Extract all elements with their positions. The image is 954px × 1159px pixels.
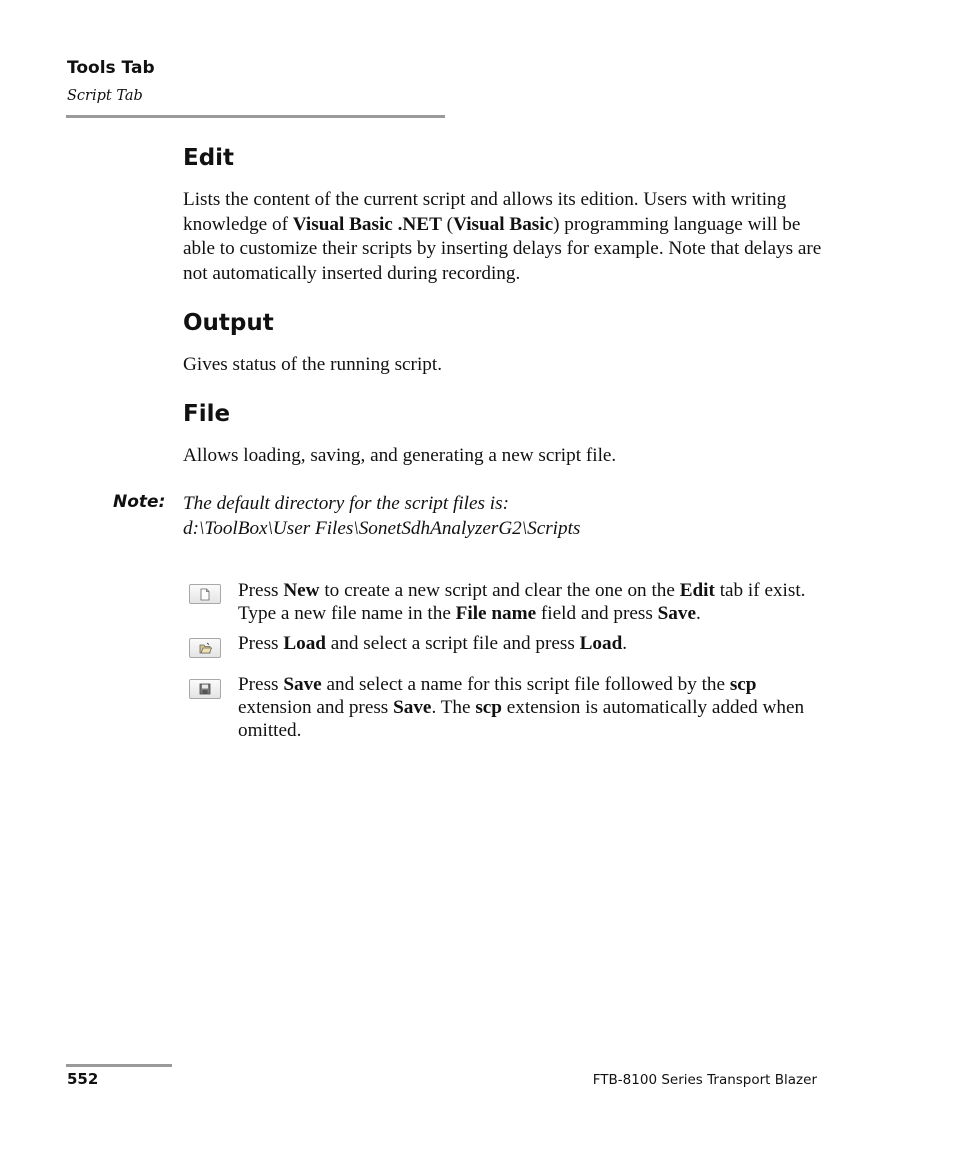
- note-label: Note:: [113, 492, 166, 512]
- load-button-description: Press Load and select a script file and press Load.: [238, 633, 628, 654]
- save-button-description: Press Save and select a name for this script file followed by the scp extension and press Save. The scp extension is automatically added when omitted.: [238, 674, 805, 741]
- note-line-2: d:\ToolBox\User Files\SonetSdhAnalyzerG2\Scripts: [183, 518, 581, 539]
- save-disk-icon: [199, 683, 211, 695]
- new-file-icon: [199, 588, 211, 601]
- new-button-description: Press New to create a new script and clear the one on the Edit tab if exist. Type a new file name in the File name field and press Save.: [238, 580, 806, 624]
- edit-paragraph: Lists the content of the current script and allows its edition. Users with writing knowledge of Visual Basic .NET (Visual Basic) programming language will be able to customize their scripts by inserting delays for example. Note that delays are not automatically inserted during recording.: [183, 189, 822, 284]
- note-line-1: The default directory for the script files is:: [183, 493, 509, 514]
- file-paragraph: Allows loading, saving, and generating a new script file.: [183, 445, 617, 466]
- file-heading: File: [183, 401, 231, 427]
- load-button[interactable]: [189, 638, 221, 658]
- running-header-title: Tools Tab: [67, 58, 155, 78]
- header-divider: [66, 115, 445, 118]
- new-file-button[interactable]: [189, 584, 221, 604]
- page-number: 552: [67, 1070, 99, 1088]
- document-title: FTB-8100 Series Transport Blazer: [592, 1072, 817, 1088]
- open-folder-icon: [199, 642, 212, 654]
- edit-heading: Edit: [183, 145, 235, 171]
- note-text: [183, 491, 833, 541]
- footer-divider: [66, 1064, 172, 1067]
- save-button[interactable]: [189, 679, 221, 699]
- output-heading: Output: [183, 310, 274, 336]
- output-paragraph: Gives status of the running script.: [183, 354, 442, 375]
- running-header-subtitle: Script Tab: [67, 88, 143, 104]
